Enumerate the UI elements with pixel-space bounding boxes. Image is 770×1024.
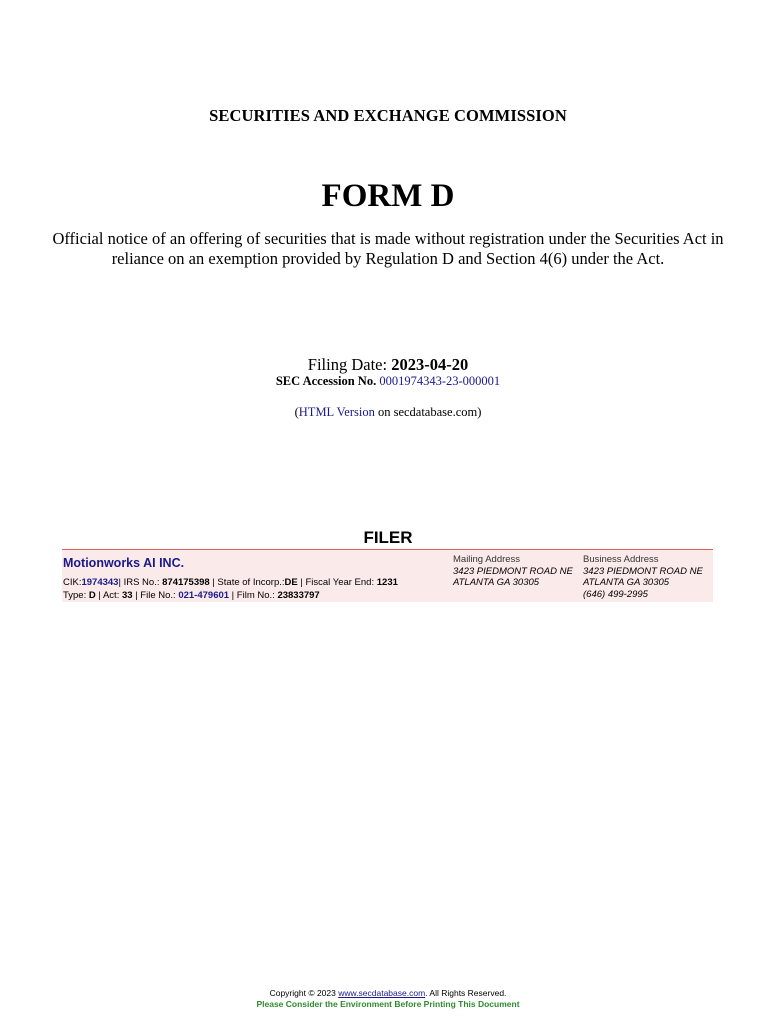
business-address-line1: 3423 PIEDMONT ROAD NE — [583, 565, 703, 577]
cik-label: CIK: — [63, 577, 82, 588]
business-address-line2: ATLANTA GA 30305 — [583, 577, 670, 588]
state-value: DE — [284, 577, 298, 588]
filing-date — [0, 355, 770, 375]
accession-label: SEC Accession No. — [275, 374, 377, 388]
filer-identifiers — [63, 577, 398, 588]
irs-label: | IRS No.: — [118, 577, 163, 588]
filing-date-value: 2023-04-20 — [391, 355, 469, 374]
mailing-address — [453, 554, 573, 589]
business-address-heading: Business Address — [583, 554, 659, 565]
mailing-address-line2: ATLANTA GA 30305 — [453, 577, 540, 588]
copyright-suffix: . All Rights Reserved. — [425, 988, 507, 998]
business-address — [583, 554, 703, 600]
file-number-link[interactable]: 021-479601 — [178, 590, 230, 601]
cik-link[interactable]: 1974343 — [81, 577, 119, 588]
state-label: | State of Incorp.: — [209, 577, 285, 588]
fiscal-year-value: 1231 — [376, 577, 398, 588]
accession-link[interactable]: 0001974343-23-000001 — [379, 374, 501, 388]
mailing-address-heading: Mailing Address — [453, 554, 521, 565]
company-name-link[interactable]: Motionworks AI INC. — [63, 556, 185, 570]
filer-info-box — [62, 549, 713, 602]
irs-value: 874175398 — [162, 577, 210, 588]
secdatabase-link[interactable]: www.secdatabase.com — [338, 988, 426, 998]
filing-date-label: Filing Date: — [307, 355, 388, 374]
page-footer — [0, 988, 770, 1010]
film-number-label: | Film No.: — [229, 590, 278, 601]
mailing-address-line1: 3423 PIEDMONT ROAD NE — [453, 565, 573, 577]
film-number-value: 23833797 — [277, 590, 320, 601]
filer-heading: FILER — [363, 528, 413, 547]
agency-title: SECURITIES AND EXCHANGE COMMISSION — [209, 106, 567, 125]
html-version-note — [0, 405, 770, 420]
accession-number — [0, 374, 770, 389]
act-value: 33 — [121, 590, 133, 601]
environment-note: Please Consider the Environment Before Printing This Document — [256, 999, 520, 1009]
act-label: | Act: — [95, 590, 122, 601]
copyright-prefix: Copyright © 2023 — [269, 988, 339, 998]
html-version-link[interactable]: HTML Version — [298, 405, 375, 419]
business-phone: (646) 499-2995 — [583, 588, 648, 600]
form-title: FORM D — [321, 178, 455, 214]
fiscal-year-label: | Fiscal Year End: — [297, 577, 377, 588]
type-label: Type: — [63, 590, 89, 601]
filer-filing-info — [63, 590, 320, 601]
copyright-line — [0, 988, 770, 999]
html-version-open-paren: ( — [294, 405, 299, 419]
file-number-label: | File No.: — [132, 590, 179, 601]
offering-notice: Official notice of an offering of securities that is made without registration under the Securities Act in reliance on an exemption provided by Regulation D and Section 4(6) under the Act. — [52, 229, 724, 268]
type-value: D — [88, 590, 96, 601]
html-version-suffix: on secdatabase.com) — [374, 405, 482, 419]
